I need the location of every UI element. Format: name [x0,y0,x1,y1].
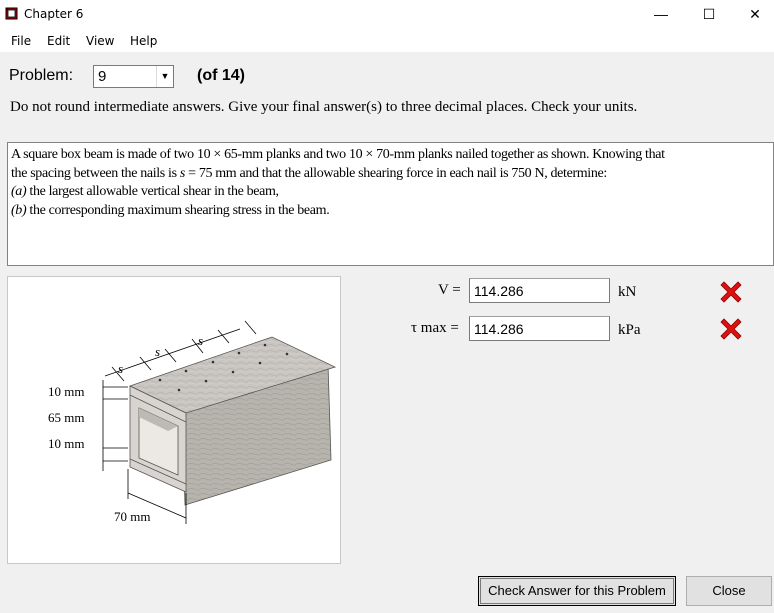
menu-file[interactable]: File [11,34,32,48]
problem-selected-value: 9 [98,68,107,85]
close-window-button[interactable]: ✕ [749,6,761,22]
dimension-label: 10 mm [48,436,85,451]
answer-label-tau: τ max = [411,320,459,336]
close-button[interactable]: Close [686,576,772,606]
minimize-button[interactable]: — [654,6,668,22]
spacing-label: s [198,333,204,348]
chevron-down-icon[interactable]: ▼ [156,66,173,87]
incorrect-x-icon [718,316,744,342]
problem-statement [7,142,774,266]
check-answer-button[interactable]: Check Answer for this Problem [478,576,676,606]
answer-input-v[interactable] [469,278,610,303]
maximize-button[interactable]: ☐ [702,6,716,22]
problem-dropdown[interactable] [93,65,174,88]
figure-panel [7,276,341,564]
menu-help[interactable]: Help [130,34,158,48]
menu-view[interactable]: View [86,34,115,48]
problem-count: (of 14) [197,67,245,84]
spacing-label: s [155,344,161,359]
incorrect-x-icon [718,279,744,305]
answer-input-tau[interactable] [469,316,610,341]
statement-part-b: (b) the corresponding maximum shearing stress in the beam. [11,202,330,218]
menu-edit[interactable]: Edit [47,34,71,48]
statement-line: the spacing between the nails is s = 75 mm and that the allowable shearing force in each nail is 750 N, determine: [11,165,607,181]
answer-unit-tau: kPa [618,322,641,338]
window-title: Chapter 6 [24,7,84,21]
height-dimension [103,380,128,471]
instructions-text: Do not round intermediate answers. Give your final answer(s) to three decimal places. Check your units. [10,99,638,115]
menu-bar [0,28,774,52]
answer-unit-v: kN [618,284,637,300]
app-book-icon [5,7,19,20]
statement-line: A square box beam is made of two 10 × 65-mm planks and two 10 × 70-mm planks nailed together as shown. Knowing that [11,147,665,162]
statement-part-a: (a) the largest allowable vertical shear in the beam, [11,184,279,200]
spacing-label: s [118,361,124,376]
answer-label-v: V = [438,282,461,298]
problem-label: Problem: [9,67,74,84]
title-bar [0,0,774,28]
box-beam-figure [8,277,340,563]
width-label: 70 mm [114,509,151,524]
dimension-label: 10 mm [48,384,85,399]
dimension-label: 65 mm [48,410,85,425]
